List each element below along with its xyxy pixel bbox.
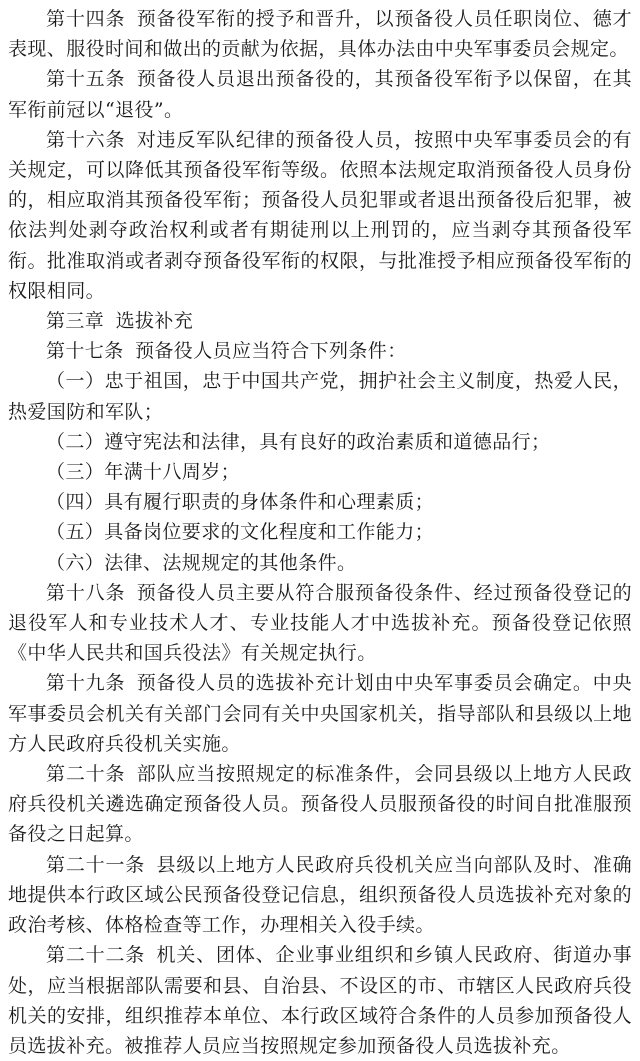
condition-item: （一）忠于祖国，忠于中国共产党，拥护社会主义制度，热爱人民，热爱国防和军队； [8,370,632,423]
article-text: 县级以上地方人民政府兵役机关应当向部队及时、准确地提供本行政区域公民预备役登记信息，组织预备役人员选拔补充对象的政治考核、体格检查等工作，办理相关入役手续。 [8,853,632,937]
article-text: 预备役人员主要从符合服预备役条件、经过预备役登记的退役军人和专业技术人才、专业技能人才中选拔补充。预备役登记依照《中华人民共和国兵役法》有关规定执行。 [8,581,632,665]
chapter-heading [8,306,632,336]
condition-item: （四）具有履行职责的身体条件和心理素质； [46,491,435,514]
condition-item: （六）法律、法规规定的其他条件。 [46,551,357,574]
article-text: 机关、团体、企业事业组织和乡镇人民政府、街道办事处，应当根据部队需要和县、自治县、不设区的市、市辖区人民政府兵役机关的安排，组织推荐本单位、本行政区域符合条件的人员参加预备役人员选拔补充。被推荐人员应当按照规定参加预备役人员选拔补充。 [8,944,632,1057]
article-label: 第十七条 [46,340,124,363]
condition-item: （二）遵守宪法和法律，具有良好的政治素质和道德品行； [46,430,551,453]
article-text: 预备役人员应当符合下列条件： [135,340,407,363]
article-14 [8,4,632,64]
article-18 [8,578,632,669]
chapter-title: 选拔补充 [115,310,194,333]
article-16 [8,125,632,306]
article-17 [8,336,632,366]
article-text: 预备役人员的选拔补充计划由中央军事委员会确定。中央军事委员会机关有关部门会同有关中央国家机关，指导部队和县级以上地方人民政府兵役机关实施。 [8,672,632,755]
article-label: 第二十二条 [46,944,146,967]
article-label: 第十五条 [46,68,126,91]
article-label: 第十六条 [46,128,126,151]
condition-item: （三）年满十八周岁； [46,461,241,484]
article-20 [8,759,632,850]
article-22 [8,940,632,1061]
article-19 [8,668,632,759]
article-15 [8,64,632,124]
condition-item: （五）具备岗位要求的文化程度和工作能力； [46,521,435,544]
article-text: 部队应当按照规定的标准条件，会同县级以上地方人民政府兵役机关遴选确定预备役人员。预备役人员服预备役的时间自批准服预备役之日起算。 [8,763,632,846]
chapter-label: 第三章 [46,310,105,333]
article-label: 第十九条 [46,672,126,695]
article-label: 第十四条 [46,8,126,30]
article-21 [8,850,632,941]
article-label: 第二十条 [46,763,126,786]
article-text: 对违反军队纪律的预备役人员，按照中央军事委员会的有关规定，可以降低其预备役军衔等级。依照本法规定取消预备役人员身份的，相应取消其预备役军衔；预备役人员犯罪或者退出预备役后犯罪，被依法判处剥夺政治权利或者有期徒刑以上刑罚的，应当剥夺其预备役军衔。批准取消或者剥夺预备役军衔的权限，与批准授予相应预备役军衔的权限相同。 [8,128,632,302]
article-text: 预备役军衔的授予和晋升，以预备役人员任职岗位、德才表现、服役时间和做出的贡献为依据，具体办法由中央军事委员会规定。 [8,8,632,61]
article-label: 第十八条 [46,581,126,604]
article-text: 预备役人员退出预备役的，其预备役军衔予以保留，在其军衔前冠以“退役”。 [8,68,632,121]
article-label: 第二十一条 [46,853,146,876]
